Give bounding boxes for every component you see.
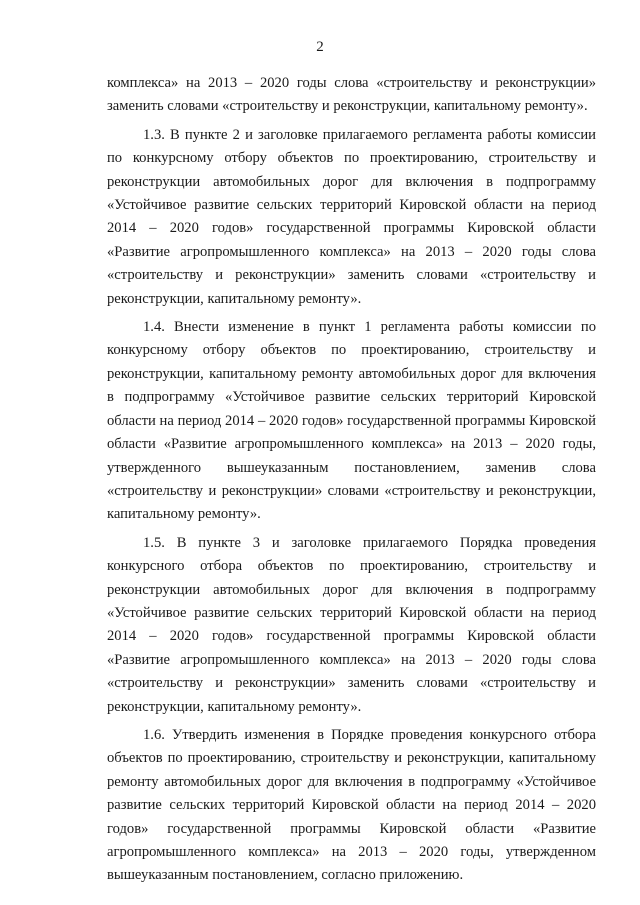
paragraph-item-1-4: 1.4. Внести изменение в пункт 1 регламента работы комиссии по конкурсному отбору объектов по проектированию, строительству и реконструкции, капитальному ремонту автомобильных дорог для включения в подпрограмму «Устойчивое развитие сельских территорий Кировской области на период 2014 – 2020 годов» государственной программы Кировской области «Развитие агропромышленного комплекса» на 2013 – 2020 годы, утвержденного вышеуказанным постановлением, заменив слова «строительству и реконструкции» словами «строительству и реконструкции, капитальному ремонту». (107, 319, 596, 523)
paragraph-continuation: комплекса» на 2013 – 2020 годы слова «строительству и реконструкции» заменить словами «строительству и реконструкции, капитальному ремонту». (107, 75, 596, 115)
paragraph-item-1-6: 1.6. Утвердить изменения в Порядке проведения конкурсного отбора объектов по проектированию, строительству и реконструкции, капитальному ремонту автомобильных дорог для включения в подпрограмму «Устойчивое развитие сельских территорий Кировской области на период 2014 – 2020 годов» государственной программы Кировской области «Развитие агропромышленного комплекса» на 2013 – 2020 годы, утвержденном вышеуказанным постановлением, согласно приложению. (107, 726, 596, 884)
page-number: 2 (316, 39, 324, 55)
paragraph-item-1-5: 1.5. В пункте 3 и заголовке прилагаемого Порядка проведения конкурсного отбора объектов по проектированию, строительству и реконструкции автомобильных дорог для включения в подпрограмму «Устойчивое развитие сельских территорий Кировской области на период 2014 – 2020 годов» государственной программы Кировской области «Развитие агропромышленного комплекса» на 2013 – 2020 годы слова «строительству и реконструкции» заменить словами «строительству и реконструкции, капитальному ремонту». (107, 534, 596, 715)
paragraph-item-1-3: 1.3. В пункте 2 и заголовке прилагаемого регламента работы комиссии по конкурсному отбору объектов по проектированию, строительству и реконструкции автомобильных дорог для включения в подпрограмму «Устойчивое развитие сельских территорий Кировской области на период 2014 – 2020 годов» государственной программы Кировской области «Развитие агропромышленного комплекса» на 2013 – 2020 годы слова «строительству и реконструкции» заменить словами «строительству и реконструкции, капитальному ремонту». (107, 126, 596, 307)
document-body (107, 72, 596, 888)
